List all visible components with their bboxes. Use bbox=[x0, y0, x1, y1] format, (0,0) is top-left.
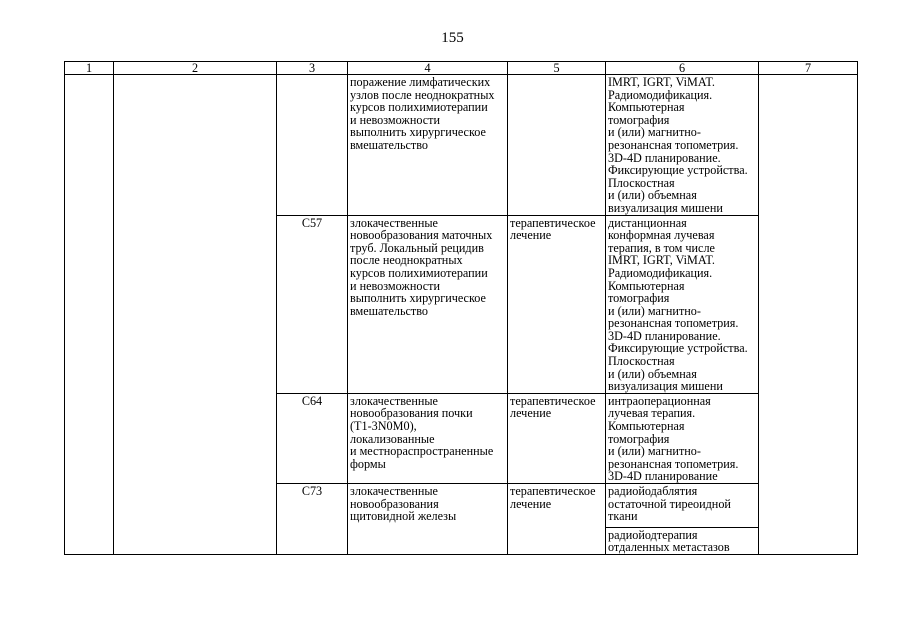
medical-treatment-table bbox=[64, 61, 858, 555]
cell-col2 bbox=[114, 75, 277, 555]
column-header-5: 5 bbox=[508, 62, 606, 75]
method-cell: IMRT, IGRT, ViMAT. Радиомодификация. Компьютерная томография и (или) магнитно- резонансная топометрия. 3D-4D планирование. Фиксирующие устройства. Плоскостная и (или) объемная визуализация мишени bbox=[606, 75, 759, 216]
column-header-7: 7 bbox=[759, 62, 858, 75]
column-header-6: 6 bbox=[606, 62, 759, 75]
method-cell: интраоперационная лучевая терапия. Компьютерная томография и (или) магнитно- резонансная топометрия. 3D-4D планирование bbox=[606, 393, 759, 483]
diagnosis-cell: злокачественные новообразования маточных труб. Локальный рецидив после неоднократных курсов полихимиотерапии и невозможности выполнить хирургическое вмешательство bbox=[348, 215, 508, 393]
column-header-2: 2 bbox=[114, 62, 277, 75]
method-cell bbox=[606, 484, 759, 555]
treatment-type-cell: терапевтическое лечение bbox=[508, 393, 606, 483]
treatment-type-cell: терапевтическое лечение bbox=[508, 215, 606, 393]
header-row bbox=[65, 62, 858, 75]
column-header-4: 4 bbox=[348, 62, 508, 75]
page-number: 155 bbox=[441, 30, 464, 46]
diagnosis-code-cell: C73 bbox=[277, 484, 348, 555]
treatment-type-cell: терапевтическое лечение bbox=[508, 484, 606, 555]
method-cell: дистанционная конформная лучевая терапия, в том числе IMRT, IGRT, ViMAT. Радиомодификация. Компьютерная томография и (или) магнитно- резонансная топометрия. 3D-4D планирование. Фиксирующие устройства. Плоскостная и (или) объемная визуализация мишени bbox=[606, 215, 759, 393]
method-extra-text: радиойодтерапия отдаленных метастазов bbox=[606, 527, 758, 554]
diagnosis-cell: злокачественные новообразования щитовидной железы bbox=[348, 484, 508, 555]
diagnosis-code-cell: C64 bbox=[277, 393, 348, 483]
diagnosis-code-cell: C57 bbox=[277, 215, 348, 393]
method-text: радиойодаблятия остаточной тиреоидной ткани bbox=[608, 484, 731, 524]
diagnosis-code-cell bbox=[277, 75, 348, 216]
column-header-1: 1 bbox=[65, 62, 114, 75]
cell-col7 bbox=[759, 75, 858, 555]
diagnosis-cell: поражение лимфатических узлов после неоднократных курсов полихимиотерапии и невозможности выполнить хирургическое вмешательство bbox=[348, 75, 508, 216]
cell-col1 bbox=[65, 75, 114, 555]
treatment-type-cell bbox=[508, 75, 606, 216]
diagnosis-cell: злокачественные новообразования почки (T1-3N0M0), локализованные и местнораспространенные формы bbox=[348, 393, 508, 483]
table-row bbox=[65, 75, 858, 216]
column-header-3: 3 bbox=[277, 62, 348, 75]
